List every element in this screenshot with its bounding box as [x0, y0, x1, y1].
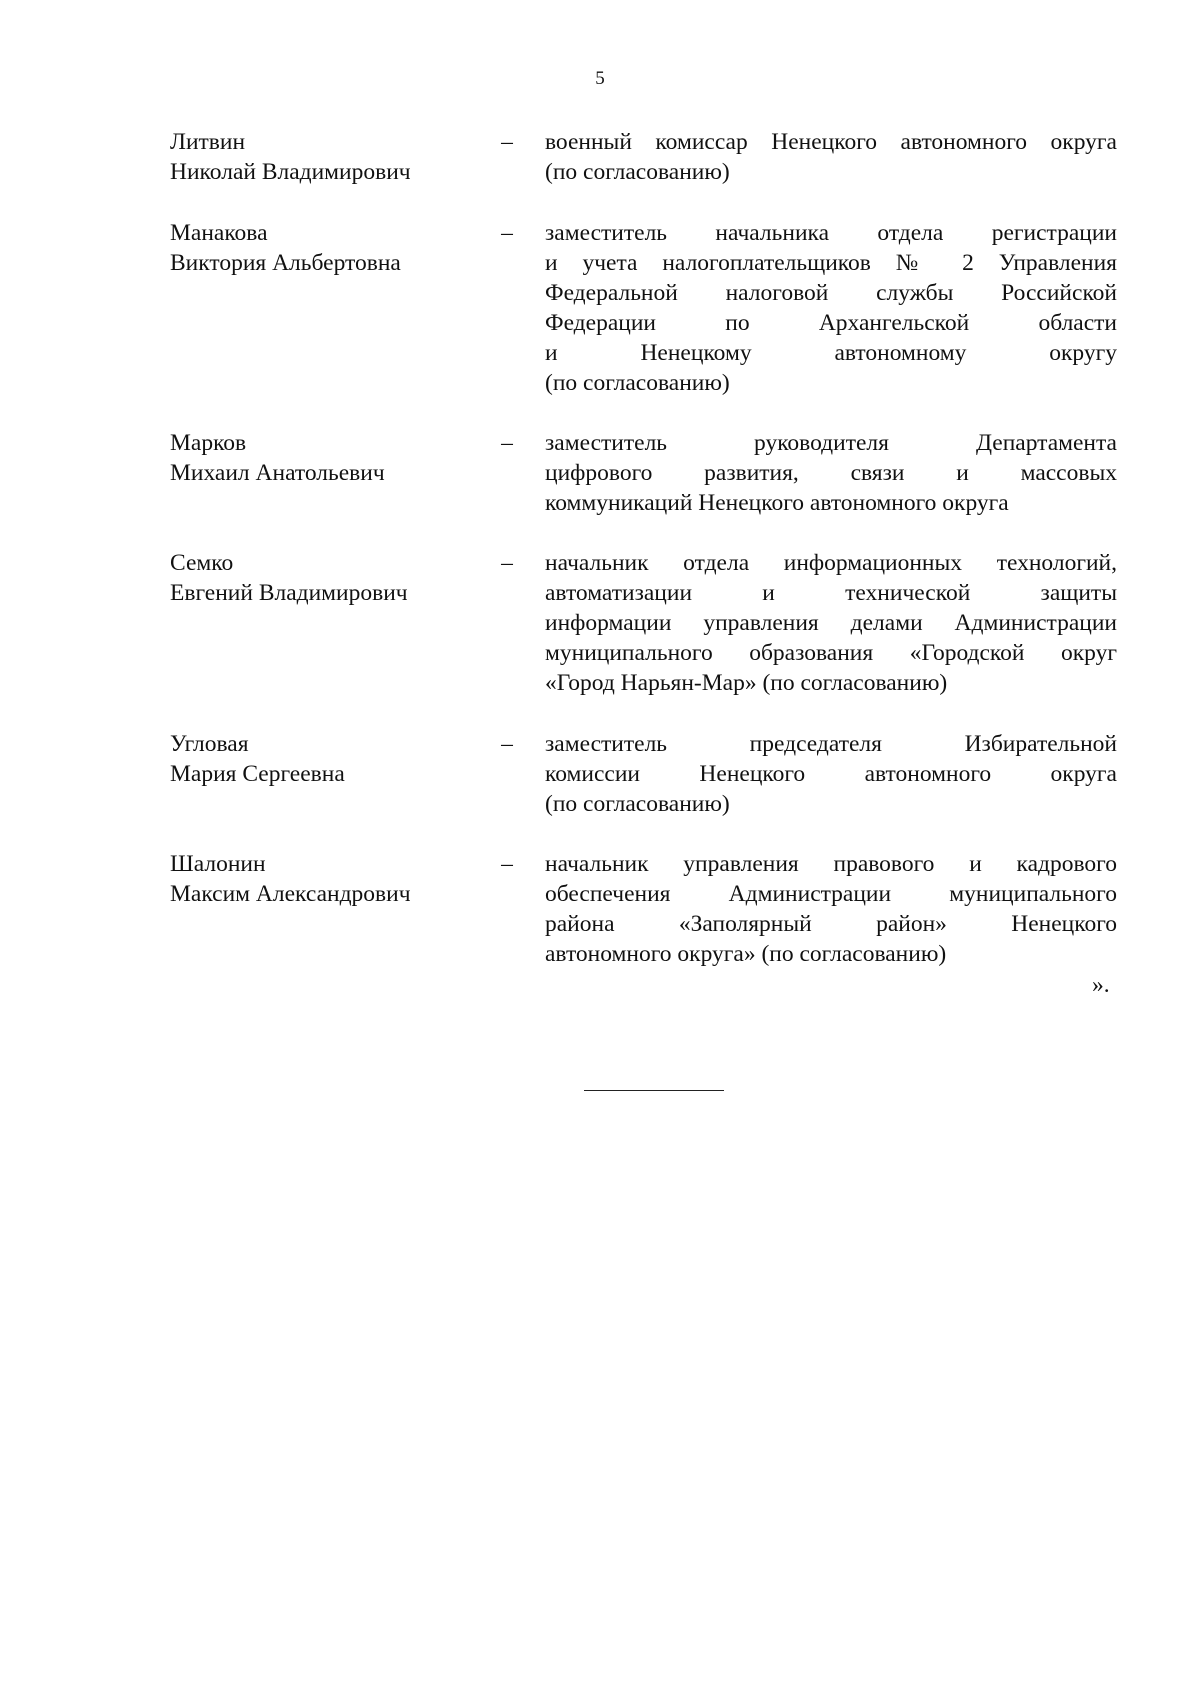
member-position — [545, 127, 1117, 187]
member-surname: Семко — [170, 550, 234, 576]
position-line: и Ненецкому автономному округу — [545, 340, 1117, 366]
member-position — [545, 218, 1117, 398]
page-number: 5 — [595, 68, 605, 89]
separator-dash: – — [501, 129, 513, 155]
position-line: автоматизации и технической защиты — [545, 580, 1117, 606]
position-line: заместитель начальника отдела регистрации — [545, 220, 1117, 246]
position-line: (по согласованию) — [545, 159, 730, 185]
member-name — [170, 729, 470, 789]
separator-dash: – — [501, 731, 513, 757]
position-line: заместитель руководителя Департамента — [545, 430, 1117, 456]
member-given-names: Николай Владимирович — [170, 159, 411, 185]
separator-dash: – — [501, 220, 513, 246]
position-line: комиссии Ненецкого автономного округа — [545, 761, 1117, 787]
member-position — [545, 849, 1117, 969]
member-name — [170, 127, 470, 187]
position-line: (по согласованию) — [545, 791, 730, 817]
position-line: и учета налогоплательщиков № 2 Управления — [545, 250, 1117, 276]
position-line: «Город Нарьян-Мар» (по согласованию) — [545, 670, 948, 696]
position-line: заместитель председателя Избирательной — [545, 731, 1117, 757]
member-name — [170, 849, 470, 909]
position-line: цифрового развития, связи и массовых — [545, 460, 1117, 486]
position-line: (по согласованию) — [545, 370, 730, 396]
separator-dash: – — [501, 430, 513, 456]
member-position — [545, 729, 1117, 819]
member-surname: Шалонин — [170, 851, 266, 877]
separator-dash: – — [501, 550, 513, 576]
member-surname: Угловая — [170, 731, 249, 757]
member-surname: Литвин — [170, 129, 246, 155]
position-line: информации управления делами Администрации — [545, 610, 1117, 636]
position-line: коммуникаций Ненецкого автономного округа — [545, 490, 1009, 516]
position-line: начальник отдела информационных технологий, — [545, 550, 1117, 576]
end-of-document-rule — [584, 1090, 724, 1091]
position-line: обеспечения Администрации муниципального — [545, 881, 1117, 907]
member-given-names: Максим Александрович — [170, 881, 411, 907]
position-line: муниципального образования «Городской округ — [545, 640, 1117, 666]
member-position — [545, 548, 1117, 698]
position-line: Федеральной налоговой службы Российской — [545, 280, 1117, 306]
separator-dash: – — [501, 851, 513, 877]
member-name — [170, 428, 470, 488]
member-given-names: Евгений Владимирович — [170, 580, 408, 606]
member-surname: Марков — [170, 430, 247, 456]
position-line: начальник управления правового и кадрового — [545, 851, 1117, 877]
member-given-names: Михаил Анатольевич — [170, 460, 385, 486]
member-given-names: Мария Сергеевна — [170, 761, 345, 787]
member-surname: Манакова — [170, 220, 268, 246]
closing-quote-mark: ». — [1092, 972, 1110, 998]
position-line: Федерации по Архангельской области — [545, 310, 1117, 336]
position-line: района «Заполярный район» Ненецкого — [545, 911, 1117, 937]
member-name — [170, 218, 470, 278]
position-line: автономного округа» (по согласованию) — [545, 941, 947, 967]
member-position — [545, 428, 1117, 518]
position-line: военный комиссар Ненецкого автономного округа — [545, 129, 1117, 155]
member-name — [170, 548, 470, 608]
member-given-names: Виктория Альбертовна — [170, 250, 401, 276]
